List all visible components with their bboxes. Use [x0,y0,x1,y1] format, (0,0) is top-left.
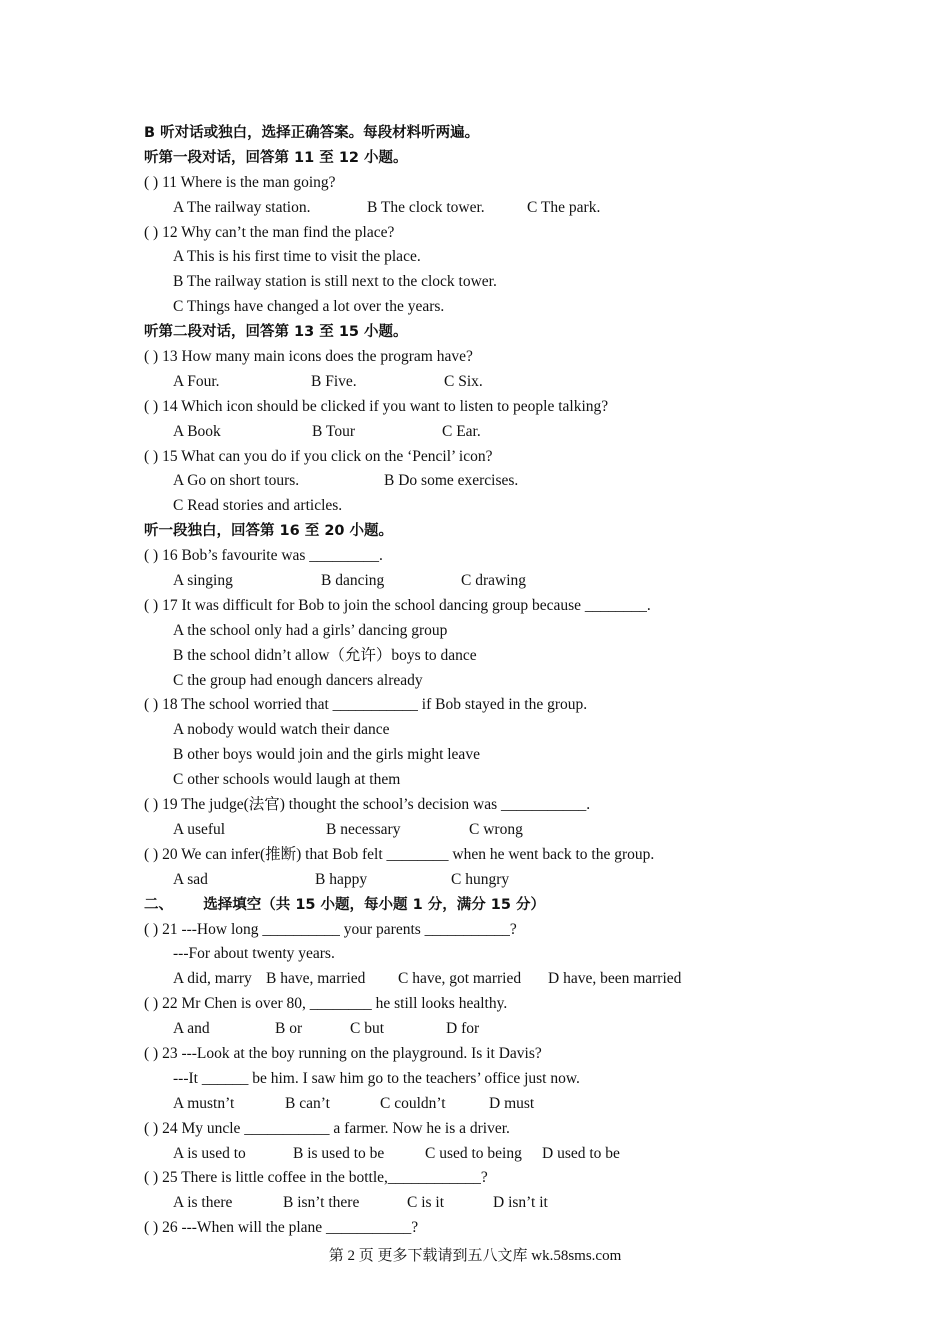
q14-option-a: A Book [173,422,221,440]
question-18: ( ) 18 The school worried that ___________ if Bob stayed in the group. [144,696,588,714]
q17-option-c: C the group had enough dancers already [173,671,423,689]
q23-option-d: D must [489,1094,535,1112]
q16-option-c: C drawing [461,572,527,590]
q16-option-a: A singing [173,572,233,590]
q11-option-b: B The clock tower. [367,198,485,216]
question-16: ( ) 16 Bob’s favourite was _________. [144,547,383,565]
q19-options [144,818,844,843]
q22-option-b: B or [275,1020,303,1038]
q17-option-a: A the school only had a girls’ dancing group [173,621,448,639]
question-13: ( ) 13 How many main icons does the program have? [144,348,473,366]
question-22: ( ) 22 Mr Chen is over 80, ________ he still looks healthy. [144,995,508,1013]
q13-option-a: A Four. [173,372,220,390]
question-19: ( ) 19 The judge(法官) thought the school’s decision was ___________. [144,796,591,814]
q24-options [144,1142,844,1167]
page-content [144,121,844,1241]
question-25: ( ) 25 There is little coffee in the bottle,____________? [144,1169,488,1187]
q25-option-a: A is there [173,1194,233,1212]
q11-option-a: A The railway station. [173,198,311,216]
q22-option-a: A and [173,1020,210,1038]
q22-option-c: C but [350,1020,385,1038]
question-20: ( ) 20 We can infer(推断) that Bob felt ________ when he went back to the group. [144,845,655,863]
q25-option-d: D isn’t it [493,1194,548,1212]
q21-answer-line: ---For about twenty years. [173,945,335,963]
section-two-title: 二、 选择填空（共 15 小题，每小题 1 分，满分 15 分） [144,896,546,913]
q11-options [144,196,844,221]
question-21: ( ) 21 ---How long __________ your parents ___________? [144,920,517,938]
q18-option-b: B other boys would join and the girls might leave [173,746,480,764]
q20-options [144,868,844,893]
question-23: ( ) 23 ---Look at the boy running on the playground. Is it Davis? [144,1044,542,1062]
question-24: ( ) 24 My uncle ___________ a farmer. Now he is a driver. [144,1119,510,1137]
q24-option-a: A is used to [173,1144,246,1162]
q23-option-a: A mustn’t [173,1094,235,1112]
q25-options [144,1191,844,1216]
q21-option-b: B have, married [266,970,366,988]
q20-option-c: C hungry [451,870,510,888]
q12-option-b: B The railway station is still next to the clock tower. [173,273,497,291]
q19-option-c: C wrong [469,820,523,838]
part3-heading: 听一段独白，回答第 16 至 20 小题。 [144,523,394,540]
q25-option-c: C is it [407,1194,445,1212]
q24-option-c: C used to being [425,1144,522,1162]
q23-option-c: C couldn’t [380,1094,446,1112]
q24-option-d: D used to be [542,1144,620,1162]
q21-option-d: D have, been married [548,970,682,988]
q23-answer-line: ---It ______ be him. I saw him go to the teachers’ office just now. [173,1069,580,1087]
q13-options [144,370,844,395]
q15-option-a: A Go on short tours. [173,472,300,490]
q15-option-c: C Read stories and articles. [173,497,343,515]
q11-option-c: C The park. [527,198,601,216]
q18-option-a: A nobody would watch their dance [173,721,390,739]
q18-option-c: C other schools would laugh at them [173,771,401,789]
part1-heading: 听第一段对话，回答第 11 至 12 小题。 [144,149,408,166]
part2-heading: 听第二段对话，回答第 13 至 15 小题。 [144,324,408,341]
q13-option-c: C Six. [444,372,483,390]
q17-option-b: B the school didn’t allow（允许）boys to dance [173,646,477,664]
q14-option-b: B Tour [312,422,355,440]
q12-option-a: A This is his first time to visit the place. [173,248,421,266]
q12-option-c: C Things have changed a lot over the years. [173,298,445,316]
q20-option-a: A sad [173,870,208,888]
question-12: ( ) 12 Why can’t the man find the place? [144,223,395,241]
question-26: ( ) 26 ---When will the plane ___________? [144,1219,419,1237]
q22-options [144,1017,844,1042]
q23-option-b: B can’t [285,1094,330,1112]
q19-option-a: A useful [173,820,226,838]
q16-option-b: B dancing [321,572,385,590]
question-17: ( ) 17 It was difficult for Bob to join the school dancing group because ________. [144,596,651,614]
q15-option-b: B Do some exercises. [384,472,519,490]
q22-option-d: D for [446,1020,480,1038]
question-15: ( ) 15 What can you do if you click on the ‘Pencil’ icon? [144,447,493,465]
q16-options [144,569,844,594]
q25-option-b: B isn’t there [283,1194,360,1212]
q23-options [144,1092,844,1117]
section-b-title: B 听对话或独白，选择正确答案。每段材料听两遍。 [144,125,480,141]
q19-option-b: B necessary [326,820,401,838]
question-11: ( ) 11 Where is the man going? [144,173,336,191]
q24-option-b: B is used to be [293,1144,385,1162]
q15-options [144,469,844,494]
q21-options [144,967,844,992]
q14-option-c: C Ear. [442,422,481,440]
page-footer: 第 2 页 更多下载请到五八文库 wk.58sms.com [328,1248,622,1264]
q14-options [144,420,844,445]
question-14: ( ) 14 Which icon should be clicked if you want to listen to people talking? [144,397,609,415]
q20-option-b: B happy [315,870,368,888]
q21-option-c: C have, got married [398,970,522,988]
q13-option-b: B Five. [311,372,357,390]
q21-option-a: A did, marry [173,970,252,988]
